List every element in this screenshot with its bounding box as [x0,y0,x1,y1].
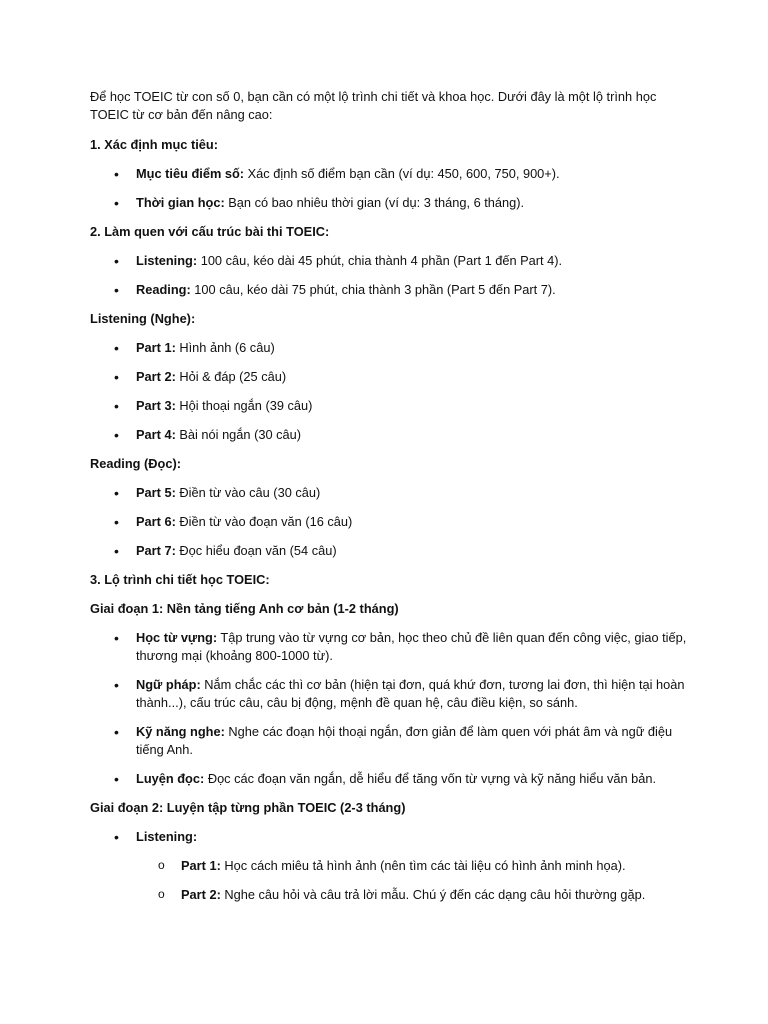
item-label: Thời gian học: [136,195,225,210]
item-label: Part 2: [136,369,176,384]
item-text: Hình ảnh (6 câu) [175,340,275,355]
intro-paragraph: Để học TOEIC từ con số 0, bạn cần có một lộ trình chi tiết và khoa học. Dưới đây là một lộ trình học TOEIC từ cơ bản đến nâng cao: [90,89,657,122]
list-item [90,484,690,502]
list-item [90,828,690,846]
item-text: Nghe các đoạn hội thoại ngắn, đơn giản để làm quen với phát âm và ngữ điệu tiếng Anh. [136,724,673,757]
list-item [90,542,690,560]
item-text: Hỏi & đáp (25 câu) [175,369,287,384]
phase2-heading: Giai đoạn 2: Luyện tập từng phần TOEIC (2-3 tháng) [90,800,406,815]
phase1-list [90,629,690,788]
listening-parts-list [90,339,690,444]
item-label: Mục tiêu điểm số: [136,166,245,181]
section-heading-goals: 1. Xác định mục tiêu: [90,137,218,152]
item-label: Part 4: [136,427,176,442]
list-item [90,339,690,357]
list-item [90,252,690,270]
sub-list-item [90,886,690,904]
item-label: Part 6: [136,514,176,529]
item-text: Xác định số điểm bạn cần (ví dụ: 450, 600, 750, 900+). [244,166,560,181]
list-item [90,513,690,531]
item-text: Điền từ vào câu (30 câu) [175,485,321,500]
item-text: Học cách miêu tả hình ảnh (nên tìm các tài liệu có hình ảnh minh họa). [220,858,626,873]
list-item [90,629,690,665]
list-item [90,723,690,759]
list-item [90,281,690,299]
item-label: Reading: [136,282,191,297]
item-label: Ngữ pháp: [136,677,201,692]
phase1-heading: Giai đoạn 1: Nền tảng tiếng Anh cơ bản (1-2 tháng) [90,601,399,616]
item-text: Tập trung vào từ vựng cơ bản, học theo chủ đề liên quan đến công việc, giao tiếp, thương mại (khoảng 800-1000 từ). [136,630,687,663]
list-item [90,426,690,444]
listening-heading: Listening (Nghe): [90,311,196,326]
item-label: Học từ vựng: [136,630,218,645]
list-item [90,397,690,415]
item-text: Nắm chắc các thì cơ bản (hiện tại đơn, quá khứ đơn, tương lai đơn, thì hiện tại hoàn thành...), cấu trúc câu, câu bị động, mệnh đề quan hệ, câu điều kiện, so sánh. [136,677,685,710]
item-label: Part 1: [136,340,176,355]
item-label: Part 1: [181,858,221,873]
reading-parts-list [90,484,690,560]
item-label: Part 3: [136,398,176,413]
item-text: 100 câu, kéo dài 75 phút, chia thành 3 phần (Part 5 đến Part 7). [190,282,556,297]
item-text: 100 câu, kéo dài 45 phút, chia thành 4 phần (Part 1 đến Part 4). [197,253,563,268]
item-label: Kỹ năng nghe: [136,724,225,739]
item-text: Điền từ vào đoạn văn (16 câu) [175,514,353,529]
item-label: Listening: [136,829,198,844]
sub-list-item [90,857,690,875]
list-item [90,165,690,183]
structure-list [90,252,690,299]
item-text: Hội thoại ngắn (39 câu) [175,398,313,413]
item-label: Luyện đọc: [136,771,205,786]
item-text: Bạn có bao nhiêu thời gian (ví dụ: 3 tháng, 6 tháng). [224,195,525,210]
item-label: Part 7: [136,543,176,558]
list-item [90,770,690,788]
item-text: Bài nói ngắn (30 câu) [175,427,302,442]
item-label: Part 5: [136,485,176,500]
reading-heading: Reading (Đọc): [90,456,181,471]
list-item [90,676,690,712]
item-text: Đọc các đoạn văn ngắn, dễ hiểu để tăng vốn từ vựng và kỹ năng hiểu văn bản. [204,771,657,786]
phase2-list [90,828,690,904]
list-item [90,194,690,212]
item-text: Đọc hiểu đoạn văn (54 câu) [175,543,337,558]
document-body [90,88,690,915]
item-label: Listening: [136,253,198,268]
list-item [90,368,690,386]
section-heading-roadmap: 3. Lộ trình chi tiết học TOEIC: [90,572,270,587]
goals-list [90,165,690,212]
section-heading-structure: 2. Làm quen với cấu trúc bài thi TOEIC: [90,224,330,239]
item-label: Part 2: [181,887,221,902]
item-text: Nghe câu hỏi và câu trả lời mẫu. Chú ý đến các dạng câu hỏi thường gặp. [220,887,646,902]
